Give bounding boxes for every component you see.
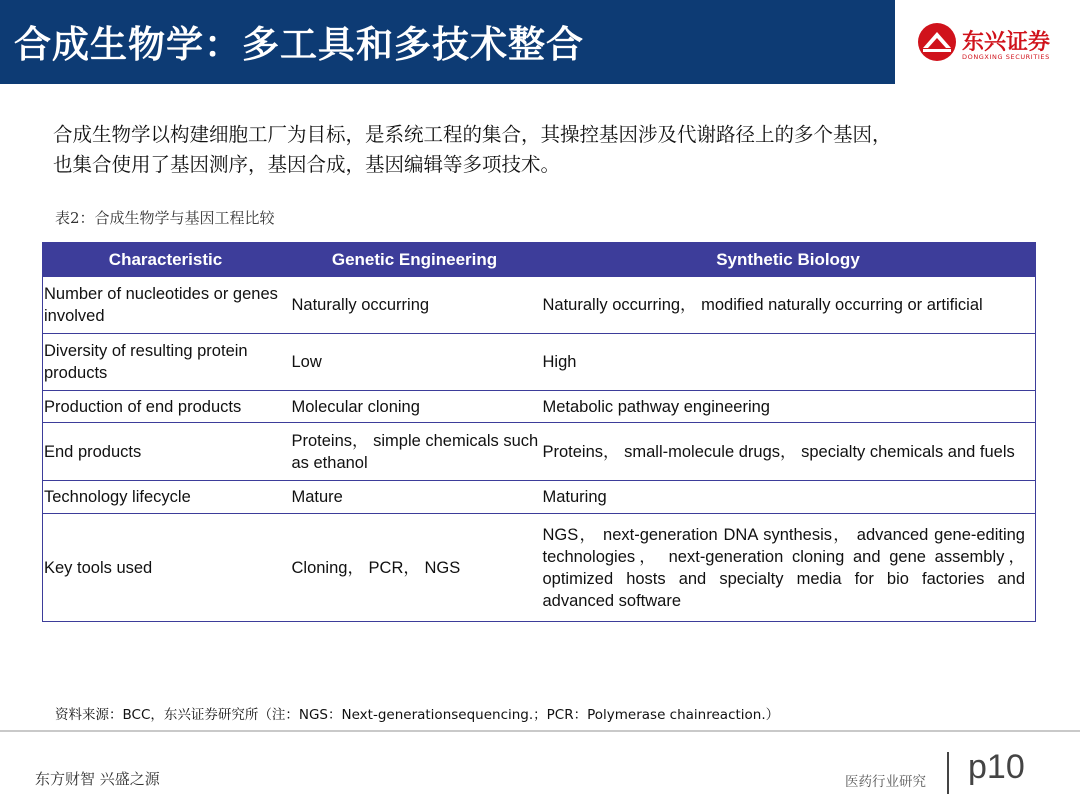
table-cell: Molecular cloning — [289, 391, 541, 423]
table-cell: Diversity of resulting protein products — [43, 334, 289, 391]
table-cell: High — [541, 334, 1036, 391]
table-header-row — [43, 243, 1036, 277]
table-cell: Metabolic pathway engineering — [541, 391, 1036, 423]
table-cell: Key tools used — [43, 514, 289, 622]
footer-section-label: 医药行业研究 — [845, 774, 926, 790]
page-number: p10 — [968, 748, 1025, 786]
table-row — [43, 514, 1036, 622]
logo-name: 东兴证券 — [962, 30, 1051, 55]
table-cell: Naturally occurring， modified naturally occurring or artificial — [541, 277, 1036, 334]
table-row — [43, 481, 1036, 514]
page-title: 合成生物学：多工具和多技术整合 — [14, 23, 584, 66]
intro-line-2: 也集合使用了基因测序，基因合成，基因编辑等多项技术。 — [53, 153, 561, 176]
column-header-genetic-engineering: Genetic Engineering — [289, 243, 541, 277]
table-caption: 表2：合成生物学与基因工程比较 — [55, 209, 275, 227]
column-header-characteristic: Characteristic — [43, 243, 289, 277]
column-header-synthetic-biology: Synthetic Biology — [541, 243, 1036, 277]
intro-paragraph — [53, 120, 1073, 180]
table-cell: Cloning， PCR， NGS — [289, 514, 541, 622]
table-cell: Number of nucleotides or genes involved — [43, 277, 289, 334]
table-cell: Maturing — [541, 481, 1036, 514]
table-row — [43, 423, 1036, 481]
table-row — [43, 391, 1036, 423]
intro-line-1: 合成生物学以构建细胞工厂为目标，是系统工程的集合，其操控基因涉及代谢路径上的多个基因， — [53, 123, 892, 146]
table-cell: Mature — [289, 481, 541, 514]
table-row — [43, 277, 1036, 334]
company-logo — [895, 0, 1080, 84]
table-cell: Technology lifecycle — [43, 481, 289, 514]
table-cell: Naturally occurring — [289, 277, 541, 334]
logo-subtitle: DONGXING SECURITIES — [962, 53, 1050, 61]
table-cell: Low — [289, 334, 541, 391]
dongxing-logo-icon — [917, 22, 957, 62]
table-cell: Proteins， simple chemicals such as ethanol — [289, 423, 541, 481]
table-cell: Proteins， small-molecule drugs， specialty chemicals and fuels — [541, 423, 1036, 481]
footer-slogan: 东方财智 兴盛之源 — [35, 770, 160, 788]
table-row — [43, 334, 1036, 391]
source-note: 资料来源：BCC，东兴证券研究所（注：NGS：Next-generationsequencing.；PCR：Polymerase chainreaction.） — [55, 707, 780, 723]
table-cell: Production of end products — [43, 391, 289, 423]
table-cell: End products — [43, 423, 289, 481]
table-cell: NGS， next-generation DNA synthesis， advanced gene-editing technologies， next-generation cloning and gene assembly， optimized hosts and specialty media for bio factories and advanced software — [541, 514, 1036, 622]
footer-vertical-divider — [947, 752, 949, 794]
footer-divider-line — [0, 730, 1080, 732]
header-bar — [0, 0, 895, 84]
comparison-table — [42, 242, 1036, 622]
